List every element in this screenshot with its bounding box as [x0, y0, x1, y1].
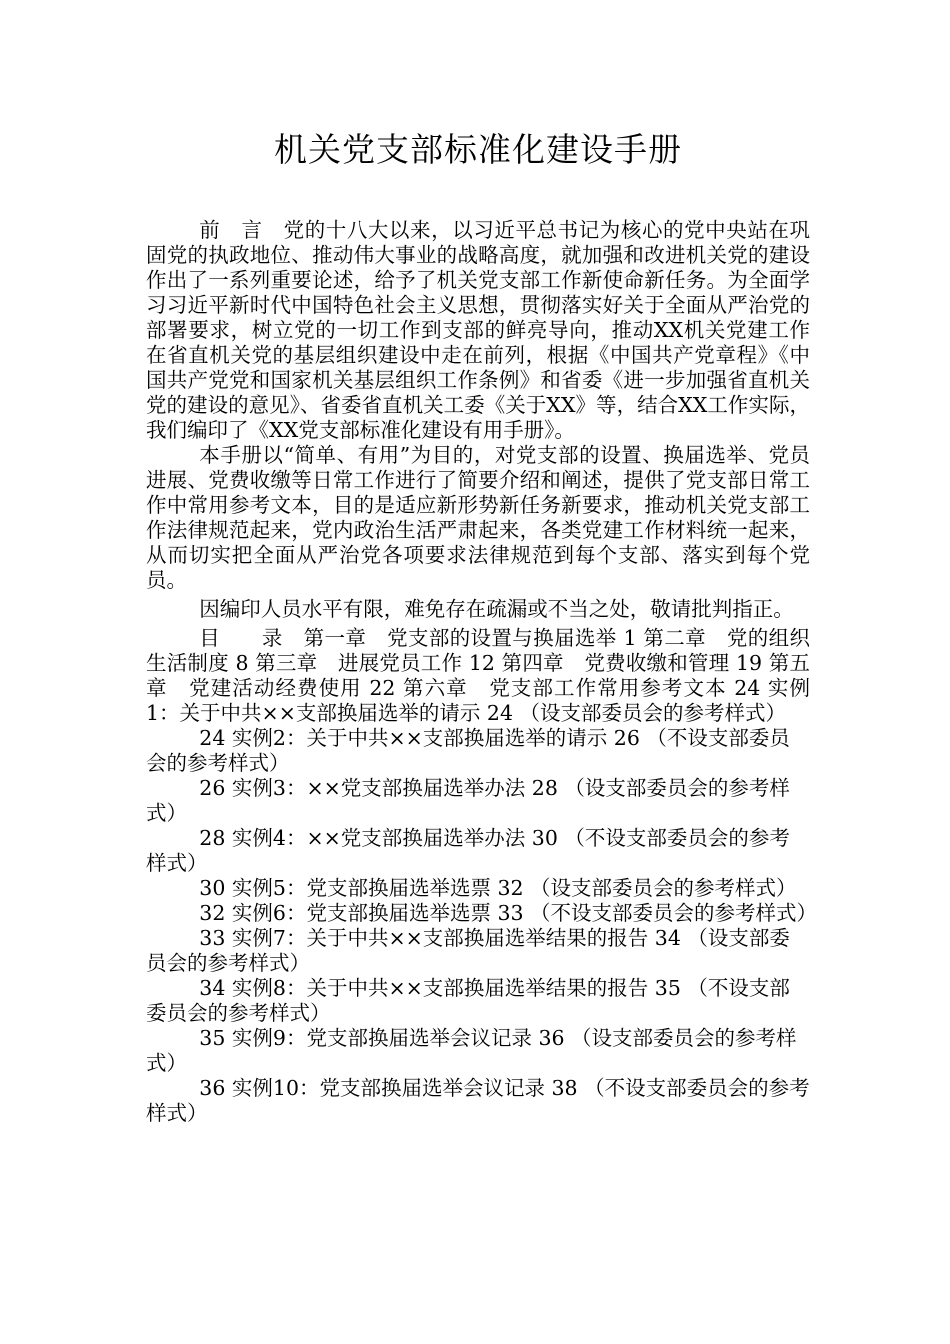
toc-item: 30 实例5：党支部换届选举选票 32 （设支部委员会的参考样式）	[199, 876, 797, 900]
toc-item: 36 实例10：党支部换届选举会议记录 38 （不设支部委员会的参考样式）	[146, 1076, 810, 1125]
document-page	[146, 128, 818, 1126]
toc-paragraph: 目 录 第一章 党支部的设置与换届选举 1 第二章 党的组织生活制度 8 第三章 进展党员工作 12 第四章 党费收缴和管理 19 第五章 党建活动经费使用 22 第六章 党支部工作常用参考文本 24 实例1：关于中共××支部换届选举的请示 24 （设支部委员会的参考样式）	[146, 626, 810, 725]
toc-item: 28 实例4：××党支部换届选举办法 30 （不设支部委员会的参考样式）	[146, 826, 790, 875]
toc-item: 33 实例7：关于中共××支部换届选举结果的报告 34 （设支部委员会的参考样式）	[146, 926, 790, 975]
toc-item: 34 实例8：关于中共××支部换届选举结果的报告 35 （不设支部委员会的参考样式）	[146, 976, 790, 1025]
toc-list	[146, 726, 818, 1126]
toc-item: 26 实例3：××党支部换届选举办法 28 （设支部委员会的参考样式）	[146, 776, 790, 825]
document-title: 机关党支部标准化建设手册	[274, 130, 682, 169]
toc-item: 32 实例6：党支部换届选举选票 33 （不设支部委员会的参考样式）	[199, 901, 818, 925]
toc-item: 35 实例9：党支部换届选举会议记录 36 （设支部委员会的参考样式）	[146, 1026, 797, 1075]
purpose-paragraph: 本手册以“简单、有用”为目的，对党支部的设置、换届选举、党员进展、党费收缴等日常工作进行了简要介绍和阐述，提供了党支部日常工作中常用参考文本，目的是适应新形势新任务新要求，推动机关党支部工作法律规范起来，党内政治生活严肃起来，各类党建工作材料统一起来，从而切实把全面从严治党各项要求法律规范到每个支部、落实到每个党员。	[146, 443, 810, 592]
toc-item: 24 实例2：关于中共××支部换届选举的请示 26 （不设支部委员会的参考样式）	[146, 726, 790, 775]
preface-paragraph: 前 言 党的十八大以来，以习近平总书记为核心的党中央站在巩固党的执政地位、推动伟大事业的战略高度，就加强和改进机关党的建设作出了一系列重要论述，给予了机关党支部工作新使命新任务。为全面学习习近平新时代中国特色社会主义思想，贯彻落实好关于全面从严治党的部署要求，树立党的一切工作到支部的鲜亮导向，推动XX机关党建工作在省直机关党的基层组织建设中走在前列，根据《中国共产党章程》《中国共产党党和国家机关基层组织工作条例》和省委《进一步加强省直机关党的建设的意见》、省委省直机关工委《关于XX》等，结合XX工作实际，我们编印了《XX党支部标准化建设有用手册》。	[146, 218, 810, 442]
apology-paragraph: 因编印人员水平有限，难免存在疏漏或不当之处，敬请批判指正。	[199, 597, 794, 621]
